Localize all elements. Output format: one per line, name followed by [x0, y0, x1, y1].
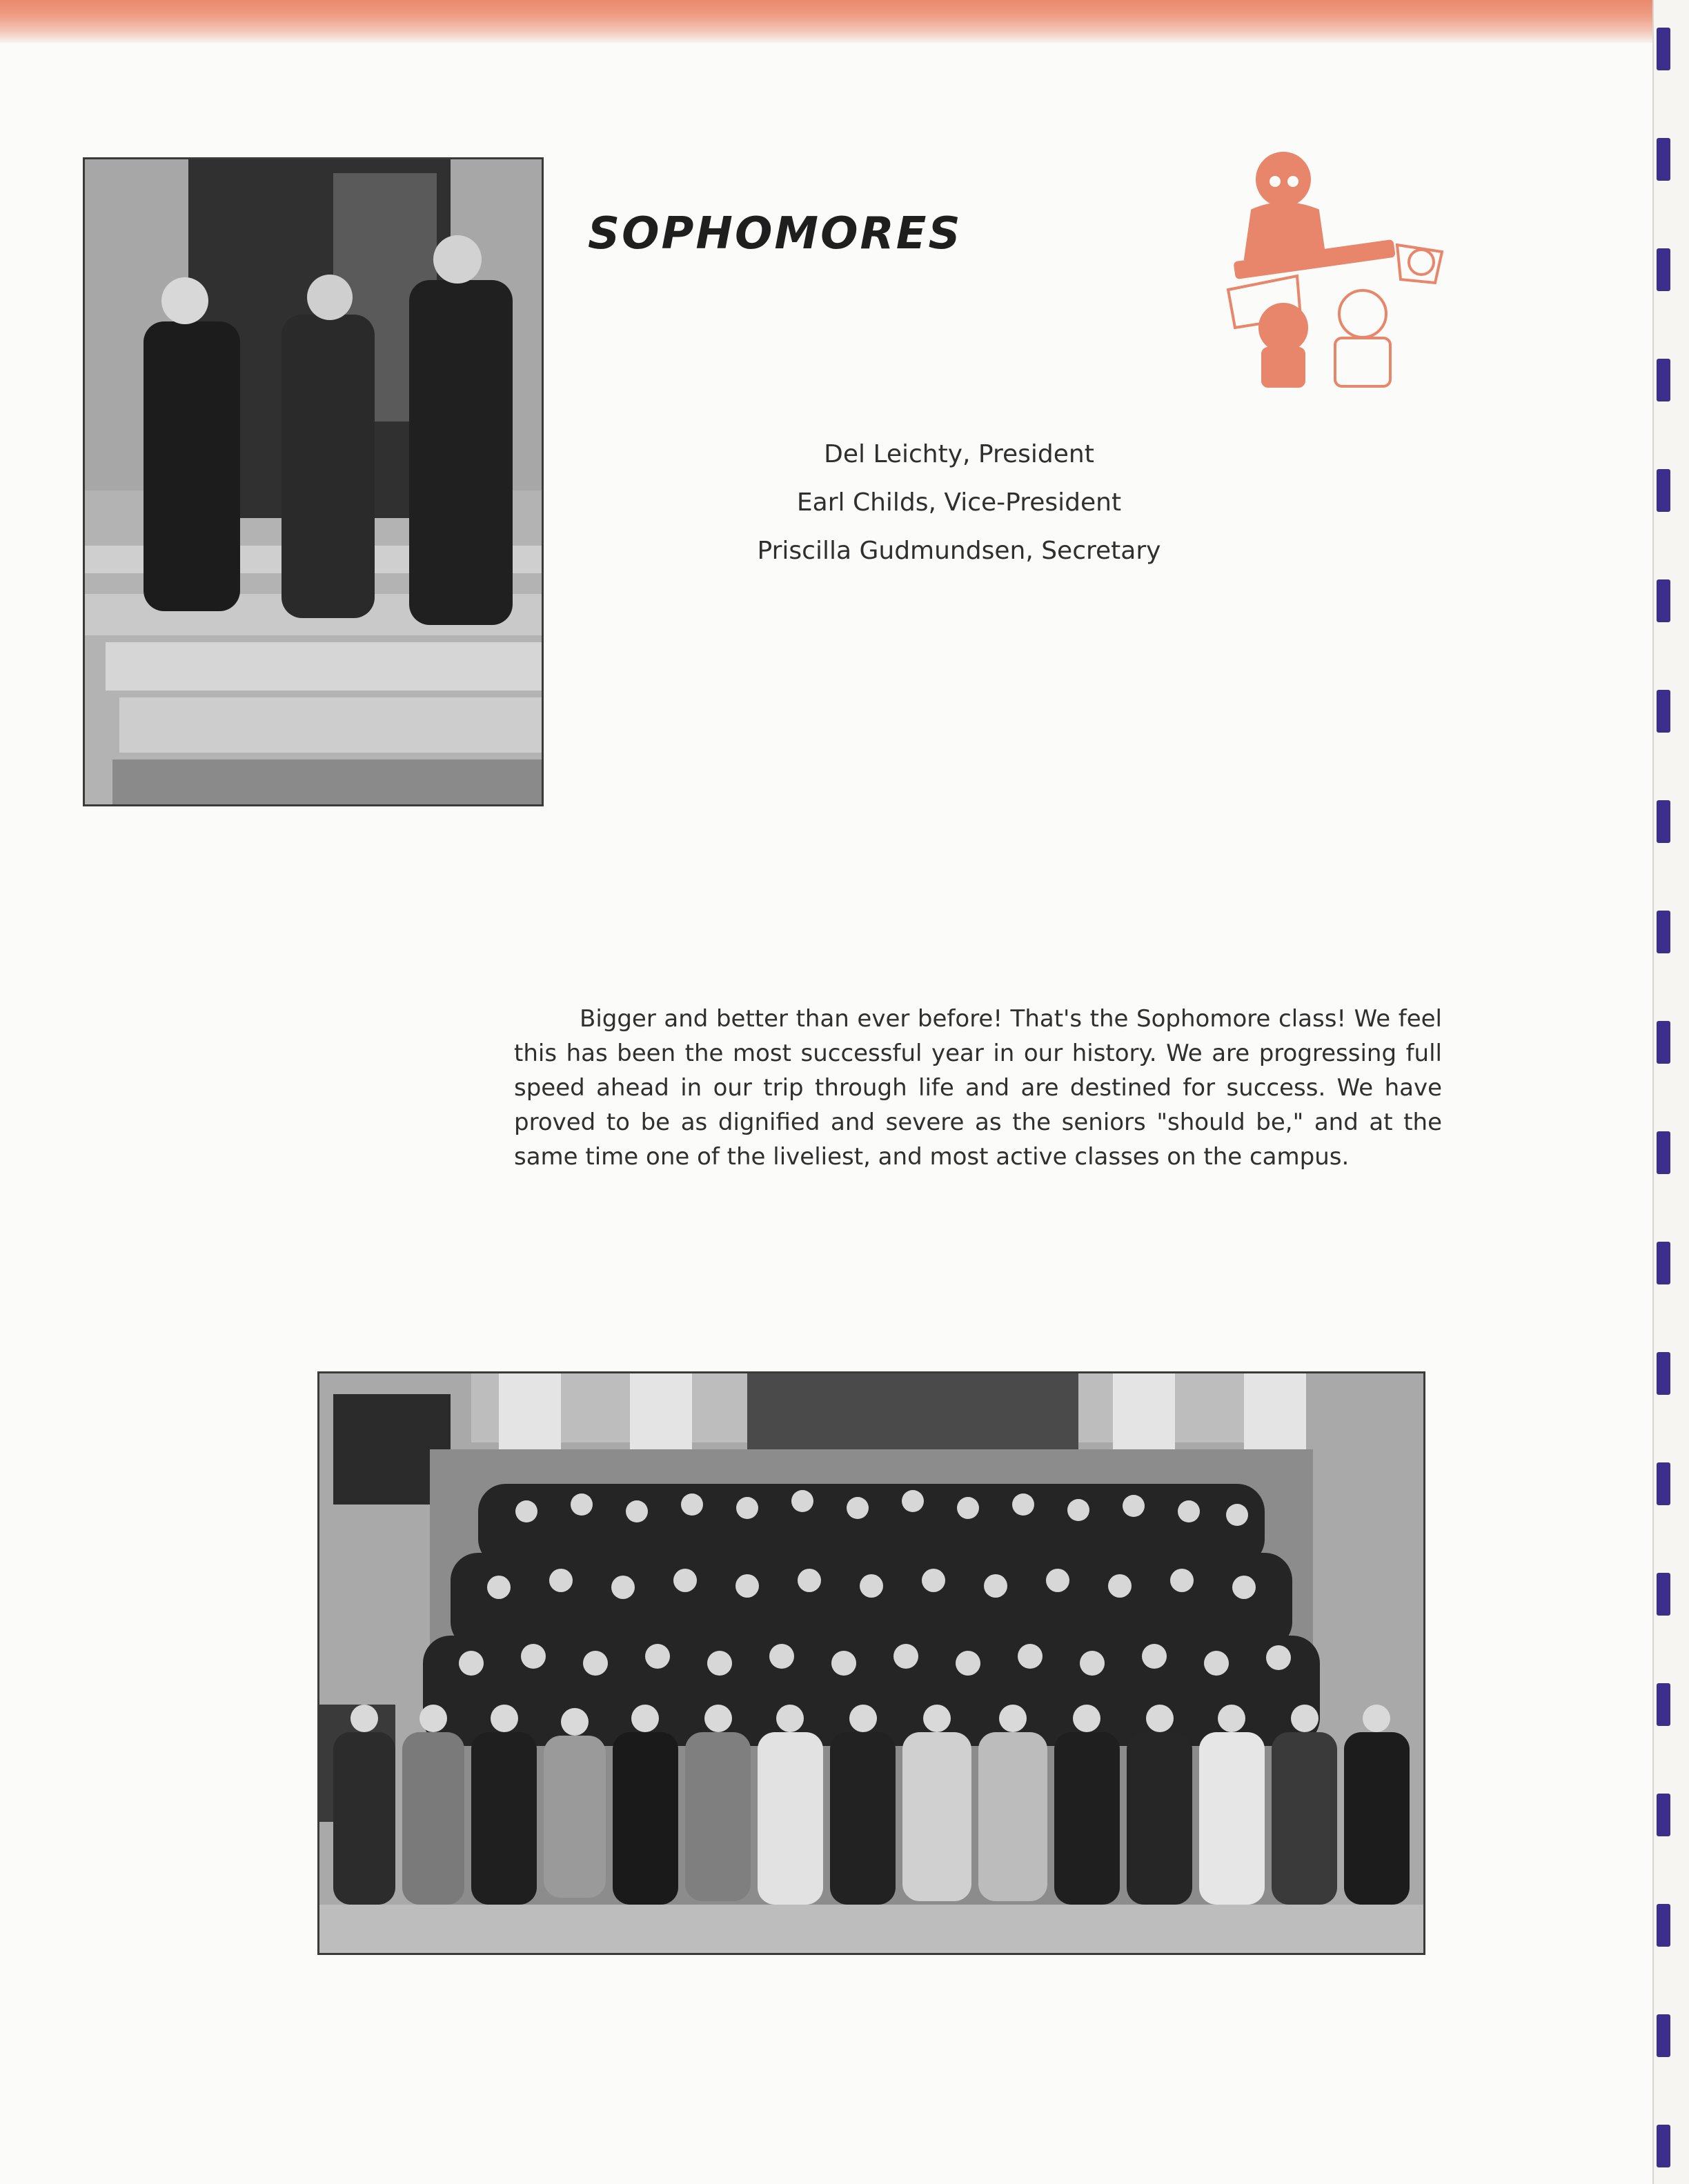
class-group-photo [317, 1371, 1425, 1955]
officer-secretary: Priscilla Gudmundsen, Secretary [757, 537, 1161, 565]
page-title: SOPHOMORES [588, 208, 962, 259]
spiral-binding-edge [1652, 0, 1689, 2184]
officer-vice-president: Earl Childs, Vice-President [796, 488, 1122, 517]
officers-photo [83, 157, 544, 806]
officers-list [718, 430, 1201, 575]
class-description: Bigger and better than ever before! That's the Sophomore class! We feel this has been the most successful year in our history. We are progressing full speed ahead in our trip through life and are destined for success. We have proved to be as dignified and severe as the seniors "should be," and at the same time one of the liveliest, and most active classes on the campus. [514, 1005, 1442, 1171]
top-decorative-band [0, 0, 1652, 43]
teacher-with-students-illustration [1214, 141, 1449, 397]
officer-president: Del Leichty, President [824, 440, 1094, 468]
